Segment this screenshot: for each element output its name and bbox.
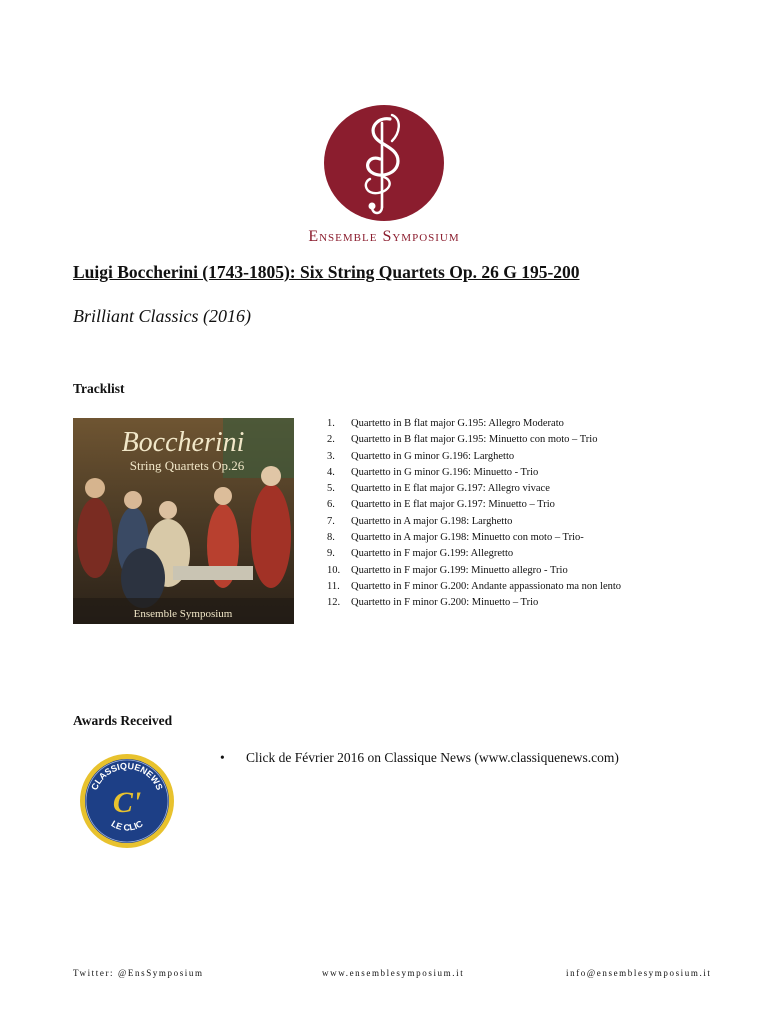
track-number: 3. [327, 450, 335, 462]
track-number: 6. [327, 499, 335, 511]
cover-composer: Boccherini [121, 427, 245, 458]
track-number: 1. [327, 418, 335, 429]
track-list-item [320, 481, 740, 497]
track-number: 4. [327, 466, 335, 478]
track-list-item [320, 416, 740, 432]
award-text: Click de Février 2016 on Classique News (www.classiquenews.com) [246, 750, 619, 765]
track-title: Quartetto in F minor G.200: Minuetto – Trio [351, 597, 539, 609]
tracklist-heading: Tracklist [73, 381, 125, 396]
awards-heading: Awards Received [73, 713, 173, 728]
track-list-item [320, 449, 740, 465]
cover-work: String Quartets Op.26 [129, 458, 245, 473]
track-number: 2. [327, 434, 335, 446]
track-number: 7. [327, 515, 335, 527]
badge-top-text: CLASSIQUENEWS [89, 760, 165, 792]
track-list-item [320, 563, 740, 579]
track-number: 8. [327, 532, 335, 544]
track-number: 10. [327, 564, 341, 576]
track-title: Quartetto in E flat major G.197: Minuetto – Trio [351, 499, 555, 511]
footer-website: www.ensemblesymposium.it [322, 968, 465, 978]
treble-clef-s-icon [322, 103, 446, 223]
track-list-item [320, 514, 740, 530]
ensemble-logo-mark [322, 103, 446, 223]
track-list [320, 416, 740, 612]
track-list-item [320, 530, 740, 546]
classiquenews-award-badge [78, 752, 176, 850]
track-number: 11. [327, 580, 340, 592]
album-cover-image [73, 418, 294, 624]
track-list-item [320, 465, 740, 481]
track-title: Quartetto in G minor G.196: Larghetto [351, 450, 515, 462]
track-title: Quartetto in F major G.199: Minuetto allegro - Trio [351, 564, 568, 576]
track-number: 9. [327, 548, 335, 560]
footer-email: info@ensemblesymposium.it [566, 968, 712, 978]
track-title: Quartetto in F major G.199: Allegretto [351, 548, 514, 560]
page-subtitle: Brilliant Classics (2016) [73, 306, 252, 326]
bullet-icon: • [220, 750, 225, 765]
track-list-item [320, 497, 740, 513]
award-seal-icon [78, 752, 176, 850]
track-title: Quartetto in B flat major G.195: Minuetto con moto – Trio [351, 434, 598, 446]
track-title: Quartetto in G minor G.196: Minuetto - Trio [351, 466, 539, 478]
track-title: Quartetto in A major G.198: Minuetto con moto – Trio- [351, 532, 584, 544]
track-list-item [320, 595, 740, 611]
track-number: 12. [327, 597, 341, 609]
track-title: Quartetto in E flat major G.197: Allegro vivace [351, 483, 550, 495]
ensemble-logo-text: Ensemble Symposium [308, 228, 460, 245]
cover-performer: Ensemble Symposium [133, 608, 233, 620]
track-list-item [320, 546, 740, 562]
footer-twitter: Twitter: @EnsSymposium [73, 968, 204, 978]
track-title: Quartetto in F minor G.200: Andante appassionato ma non lento [351, 580, 622, 592]
track-number: 5. [327, 483, 335, 495]
track-list-item [320, 579, 740, 595]
badge-letter: C' [112, 786, 142, 819]
track-title: Quartetto in A major G.198: Larghetto [351, 515, 513, 527]
award-list-item [220, 750, 619, 766]
page-title: Luigi Boccherini (1743-1805): Six String Quartets Op. 26 G 195-200 [73, 262, 580, 282]
track-list-item [320, 432, 740, 448]
badge-bottom-text: LE CLIC [109, 818, 145, 833]
track-title: Quartetto in B flat major G.195: Allegro Moderato [351, 418, 564, 429]
